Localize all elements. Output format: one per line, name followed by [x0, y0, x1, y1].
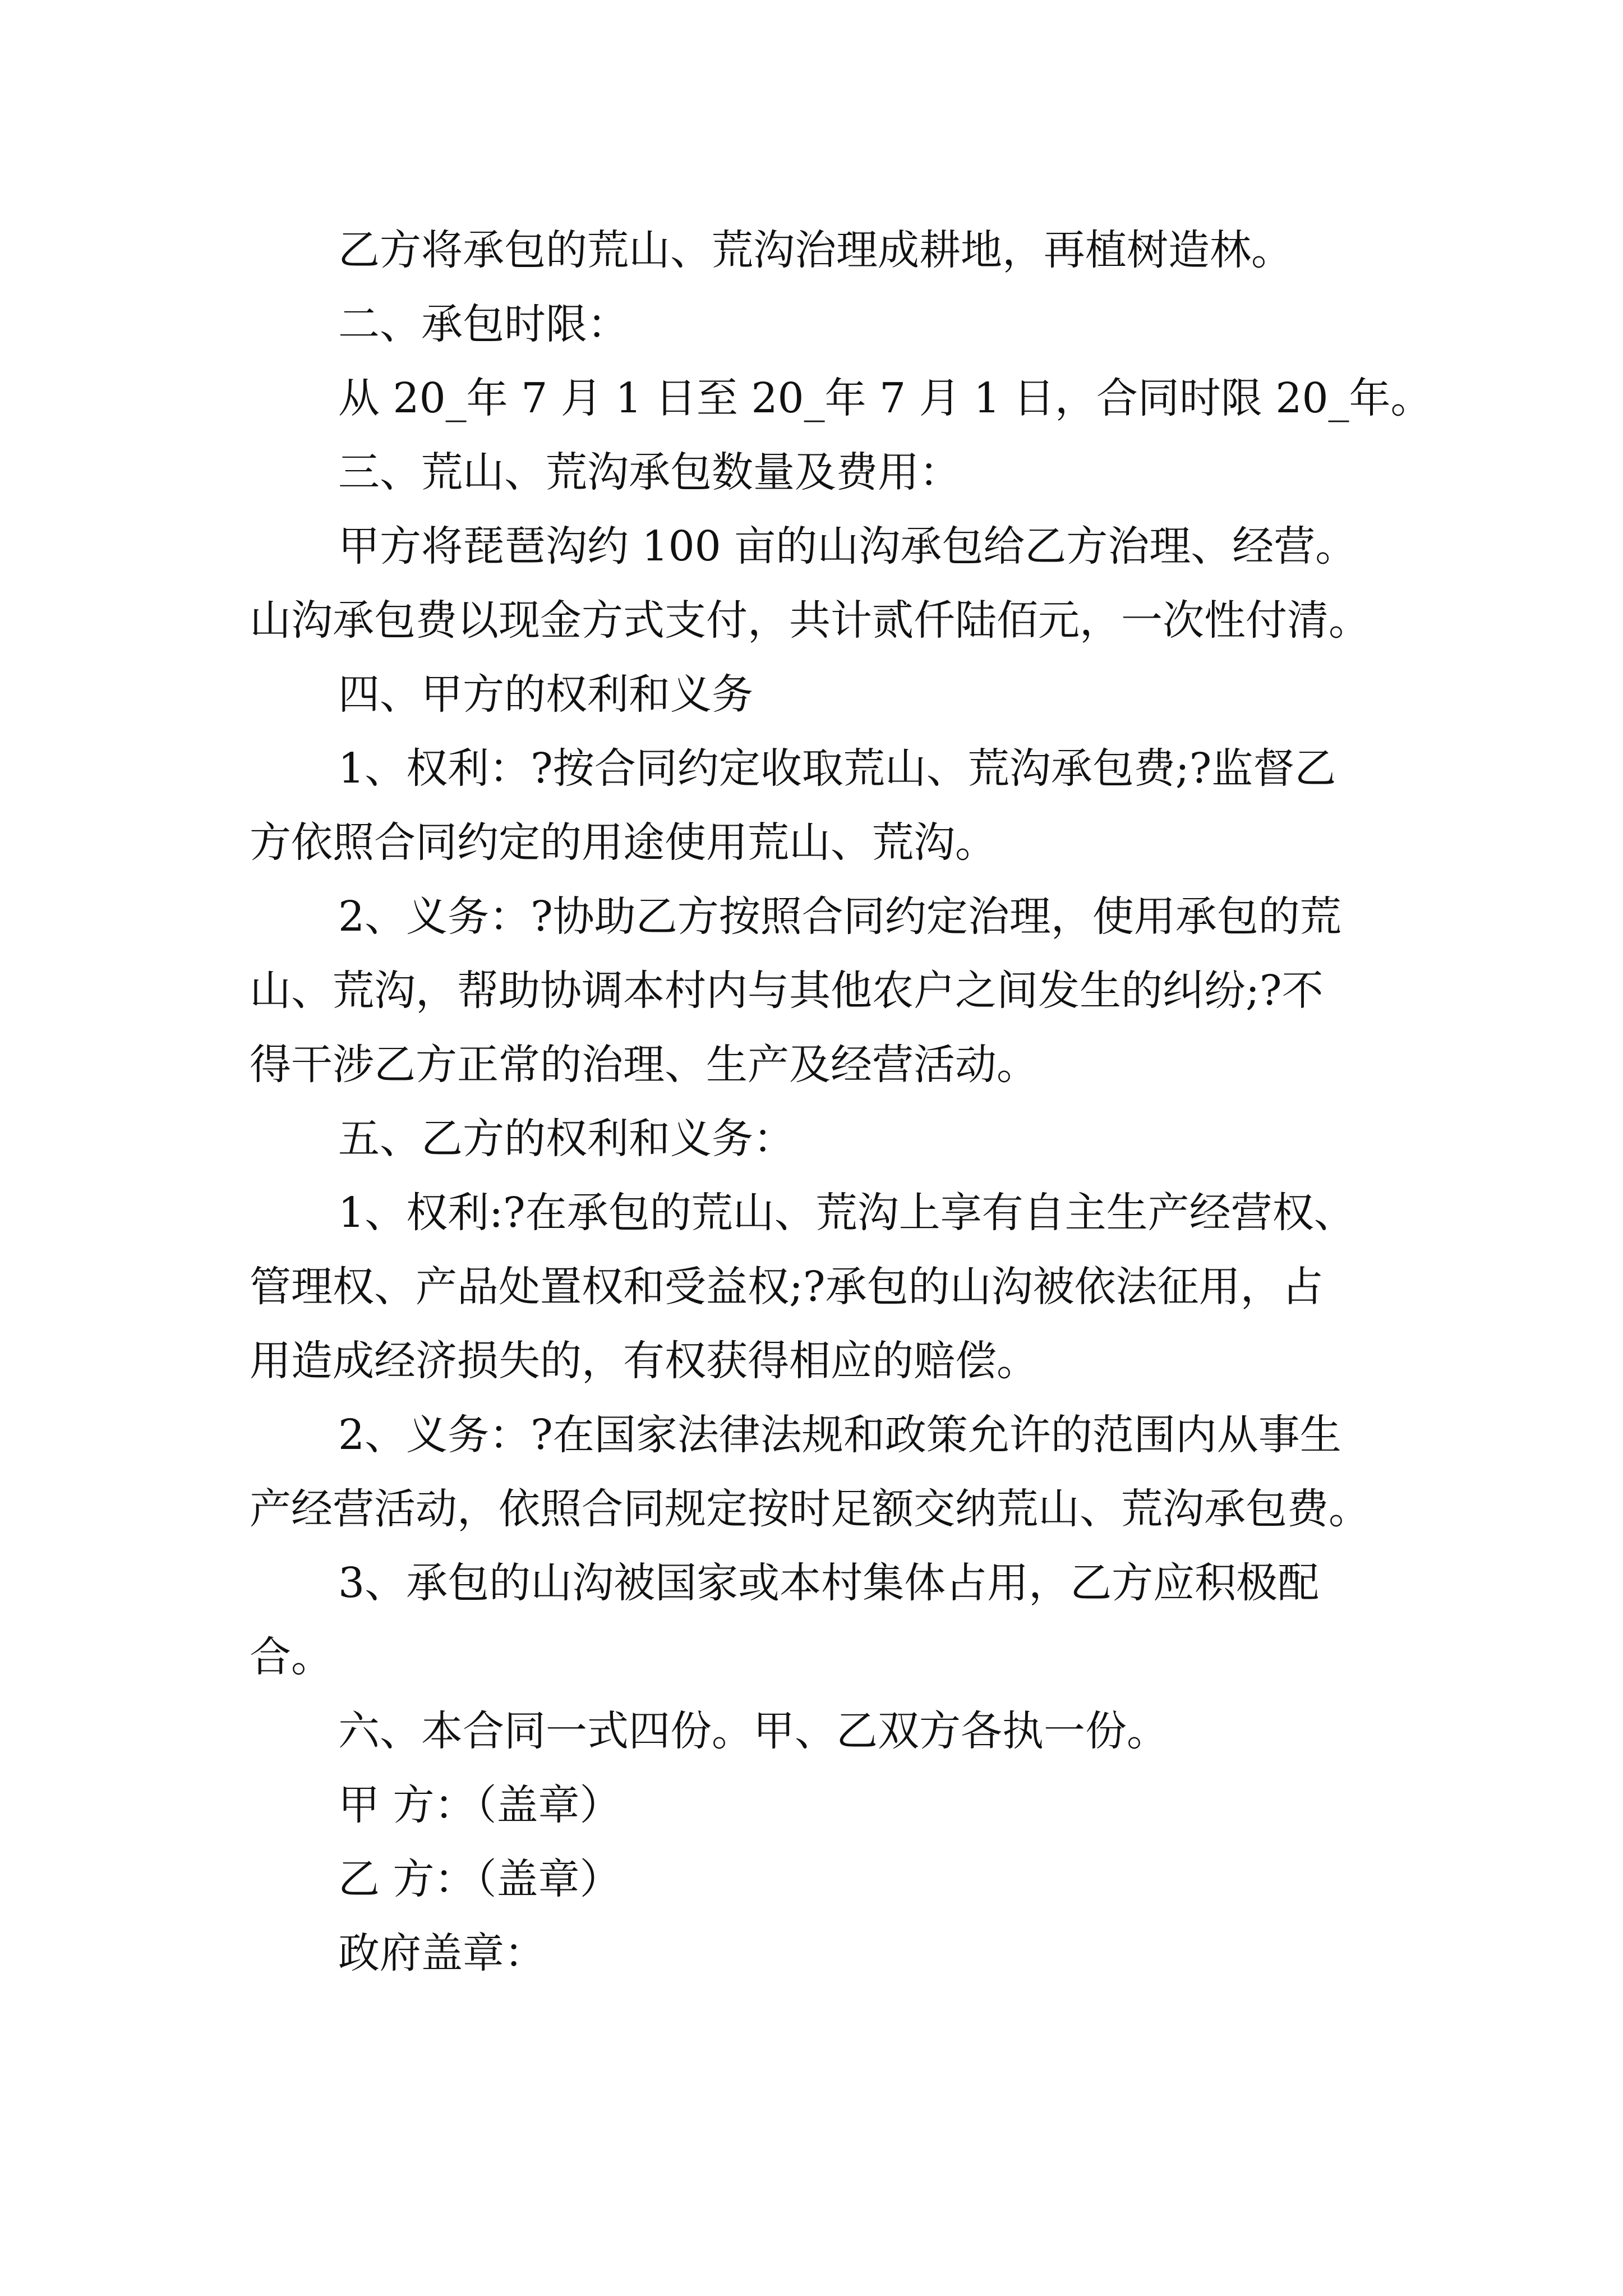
text-line: 从 20_年 7 月 1 日至 20_年 7 月 1 日，合同时限 20_年。	[338, 374, 1432, 422]
text-line: 合。	[250, 1633, 333, 1681]
text-line: 3、承包的山沟被国家或本村集体占用，乙方应积极配	[338, 1559, 1320, 1607]
text-line: 1、权利：?按合同约定收取荒山、荒沟承包费;?监督乙	[338, 744, 1336, 793]
text-line: 管理权、产品处置权和受益权;?承包的山沟被依法征用，占	[250, 1263, 1324, 1311]
signature-party-a: 甲 方：（盖章）	[338, 1781, 621, 1829]
text-line: 1、权利:?在承包的荒山、荒沟上享有自主生产经营权、	[338, 1189, 1355, 1237]
section-heading: 五、乙方的权利和义务：	[338, 1115, 795, 1163]
text-line: 山沟承包费以现金方式支付，共计贰仟陆佰元，一次性付清。	[250, 596, 1370, 645]
document-page	[250, 213, 1432, 1990]
text-line: 得干涉乙方正常的治理、生产及经营活动。	[250, 1041, 1038, 1089]
text-line: 2、义务：?协助乙方按照合同约定治理，使用承包的荒	[338, 892, 1341, 941]
text-line: 山、荒沟，帮助协调本村内与其他农户之间发生的纠纷;?不	[250, 967, 1324, 1015]
section-heading: 三、荒山、荒沟承包数量及费用：	[338, 448, 961, 496]
section-heading: 二、承包时限：	[338, 300, 629, 348]
government-seal-line: 政府盖章：	[338, 1929, 546, 1977]
text-line: 产经营活动，依照合同规定按时足额交纳荒山、荒沟承包费。	[250, 1485, 1370, 1533]
text-line: 方依照合同约定的用途使用荒山、荒沟。	[250, 818, 997, 867]
text-line: 甲方将琵琶沟约 100 亩的山沟承包给乙方治理、经营。	[338, 522, 1357, 570]
section-heading: 六、本合同一式四份。甲、乙双方各执一份。	[338, 1707, 1168, 1755]
section-heading: 四、甲方的权利和义务	[338, 670, 753, 719]
text-line: 用造成经济损失的，有权获得相应的赔偿。	[250, 1337, 1038, 1385]
text-line: 乙方将承包的荒山、荒沟治理成耕地，再植树造林。	[338, 226, 1293, 274]
text-line: 2、义务：?在国家法律法规和政策允许的范围内从事生	[338, 1411, 1341, 1459]
signature-party-b: 乙 方：（盖章）	[338, 1855, 621, 1903]
